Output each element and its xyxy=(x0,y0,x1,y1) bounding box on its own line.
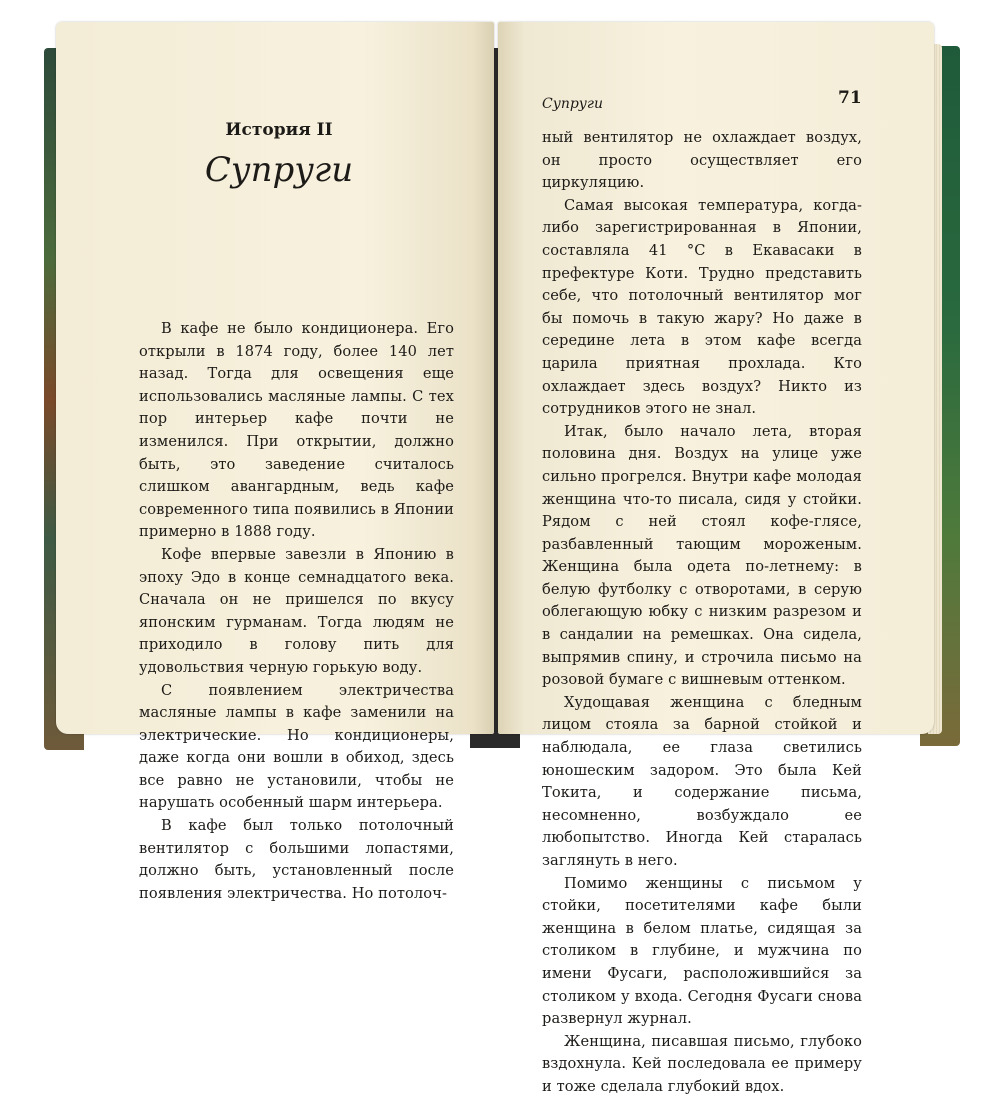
page-number: 71 xyxy=(838,88,862,108)
paragraph: В кафе был только потолочный вентилятор с большими лопастями, должно быть, установленный после появления электричества. Но потолоч- xyxy=(139,817,454,902)
paragraph: Итак, было начало лета, вторая половина дня. Воздух на улице уже сильно прогрелся. Внутри кафе молодая женщина что-то писала, сидя у стойки. Рядом с ней стоял кофе-глясе, разбавленный тающим мороженым. Женщина была одета по-летнему: в белую футболку с отворотами, в серую облегающую юбку с низким разрезом и в сандалии на ремешках. Она сидела, выпрямив спину, и строчила письмо на розовой бумаге с вишневым оттенком. xyxy=(542,422,862,689)
paragraph: Помимо женщины с письмом у стойки, посетителями кафе были женщина в белом платье, сидящая за столиком в глубине, и мужчина по имени Фусаги, расположившийся за столиком у входа. Сегодня Фусаги снова развернул журнал. xyxy=(542,874,862,1028)
chapter-number: История II xyxy=(225,120,333,140)
paragraph: Самая высокая температура, когда-либо зарегистрированная в Японии, составляла 41 °C в Екавасаки в префектуре Коти. Трудно представить себе, что потолочный вентилятор мог бы помочь в такую жару? Но даже в середине лета в этом кафе всегда царила приятная прохлада. Кто охлаждает здесь воздух? Никто из сотрудников этого не знал. xyxy=(542,196,862,418)
paragraph: Женщина, писавшая письмо, глубоко вздохнула. Кей последовала ее примеру и тоже сделала глубокий вдох. xyxy=(542,1032,862,1095)
paragraph: В кафе не было кондиционера. Его открыли в 1874 году, более 140 лет назад. Тогда для освещения еще использовались масляные лампы. С тех пор интерьер кафе почти не изменился. При открытии, должно быть, это заведение считалось слишком авангардным, ведь кафе современного типа появились в Японии примерно в 1888 году. xyxy=(139,320,454,541)
left-page-body xyxy=(139,318,454,905)
running-head: Супруги xyxy=(542,96,604,112)
paragraph: ный вентилятор не охлаждает воздух, он просто осуществляет его циркуляцию. xyxy=(542,129,862,192)
paragraph: Худощавая женщина с бледным лицом стояла за барной стойкой и наблюдала, ее глаза светились юношеским задором. Это была Кей Токита, и содержание письма, несомненно, возбуждало ее любопытство. Иногда Кей старалась заглянуть в него. xyxy=(542,693,862,869)
paragraph: Кофе впервые завезли в Японию в эпоху Эдо в конце семнадцатого века. Сначала он не пришелся по вкусу японским гурманам. Тогда людям не приходило в голову пить для удовольствия черную горькую воду. xyxy=(139,545,454,676)
right-page-body xyxy=(542,127,862,1099)
paragraph: С появлением электричества масляные лампы в кафе заменили на электрические. Но кондиционеры, даже когда они вошли в обиход, здесь все равно не установили, чтобы не нарушать особенный шарм интерьера. xyxy=(139,681,454,812)
chapter-title: Супруги xyxy=(204,150,354,190)
